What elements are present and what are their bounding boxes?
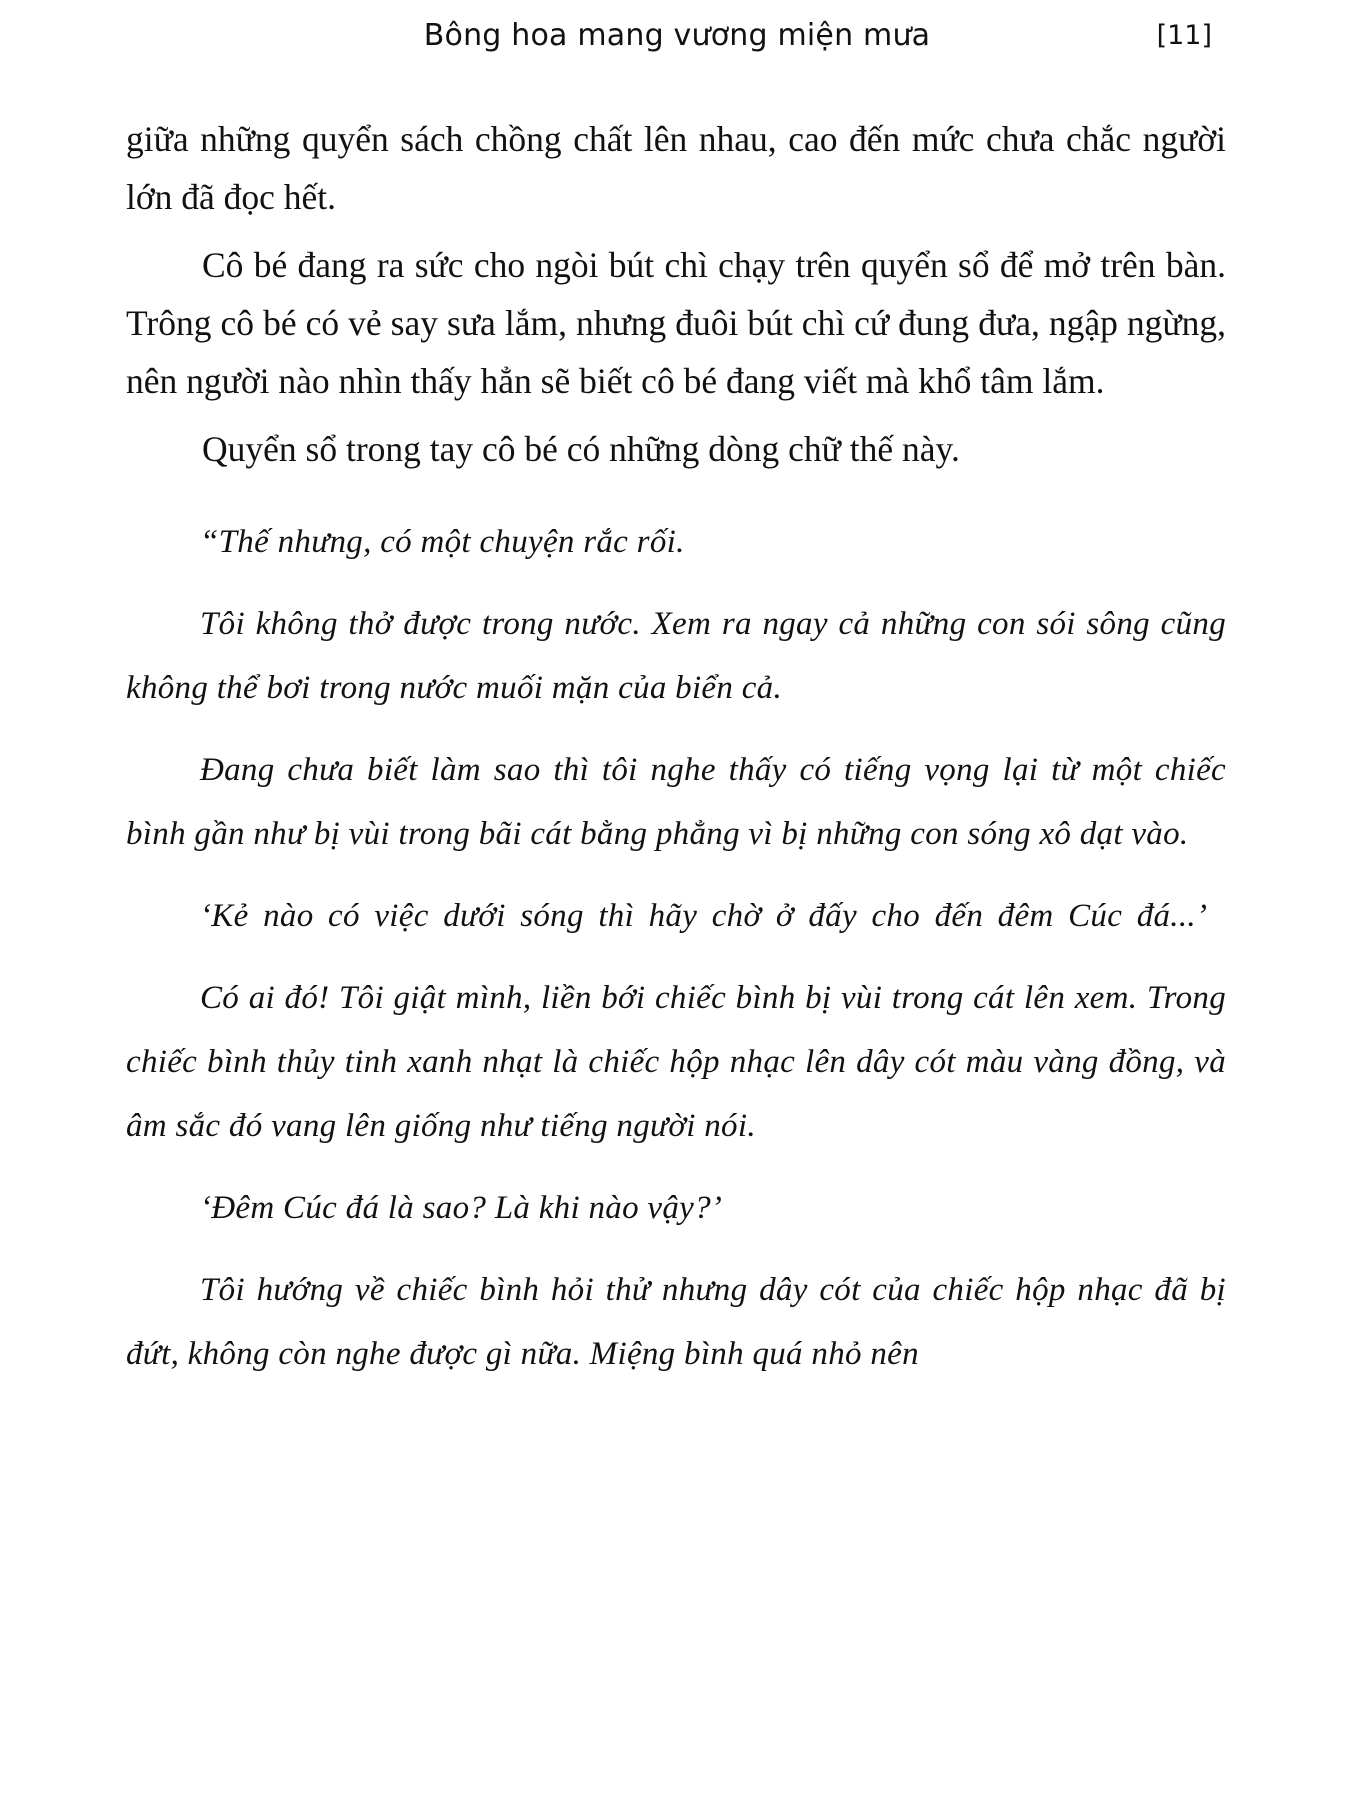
notebook-paragraph: Tôi không thở được trong nước. Xem ra ngay cả những con sói sông cũng không thể bơi trong nước muối mặn của biển cả. <box>126 606 1226 706</box>
paragraph-gap <box>126 866 1226 884</box>
notebook-excerpt <box>126 510 1226 1386</box>
paragraph-gap <box>126 948 1226 966</box>
running-head-title: Bông hoa mang vương miện mưa <box>423 18 931 53</box>
paragraph-gap <box>126 574 1226 592</box>
notebook-paragraph: Tôi hướng về chiếc bình hỏi thử nhưng dây cót của chiếc hộp nhạc đã bị đứt, không còn nghe được gì nữa. Miệng bình quá nhỏ nên <box>126 1272 1226 1372</box>
paragraph-gap <box>126 1158 1226 1176</box>
paragraph: Cô bé đang ra sức cho ngòi bút chì chạy trên quyển sổ để mở trên bàn. Trông cô bé có vẻ say sưa lắm, nhưng đuôi bút chì cứ đung đưa, ngập ngừng, nên người nào nhìn thấy hẳn sẽ biết cô bé đang viết mà khổ tâm lắm. <box>126 245 1226 401</box>
notebook-paragraph: ‘Kẻ nào có việc dưới sóng thì hãy chờ ở đấy cho đến đêm Cúc đá...’ <box>200 898 1208 934</box>
paragraph-gap <box>126 410 1226 420</box>
notebook-paragraph: ‘Đêm Cúc đá là sao? Là khi nào vậy?’ <box>200 1190 723 1226</box>
running-head <box>126 18 1228 62</box>
page-number: [11] <box>1156 20 1212 51</box>
notebook-paragraph: “Thế nhưng, có một chuyện rắc rối. <box>200 524 685 560</box>
paragraph: giữa những quyển sách chồng chất lên nhau, cao đến mức chưa chắc người lớn đã đọc hết. <box>126 119 1226 217</box>
notebook-paragraph: Có ai đó! Tôi giật mình, liền bới chiếc bình bị vùi trong cát lên xem. Trong chiếc bình thủy tinh xanh nhạt là chiếc hộp nhạc lên dây cót màu vàng đồng, và âm sắc đó vang lên giống như tiếng người nói. <box>126 980 1226 1144</box>
page-body <box>126 110 1226 1386</box>
paragraph-gap <box>126 720 1226 738</box>
paragraph: Quyển sổ trong tay cô bé có những dòng chữ thế này. <box>202 429 960 469</box>
paragraph-gap <box>126 1240 1226 1258</box>
notebook-paragraph: Đang chưa biết làm sao thì tôi nghe thấy có tiếng vọng lại từ một chiếc bình gần như bị vùi trong bãi cát bằng phẳng vì bị những con sóng xô dạt vào. <box>126 752 1226 852</box>
paragraph-gap <box>126 226 1226 236</box>
